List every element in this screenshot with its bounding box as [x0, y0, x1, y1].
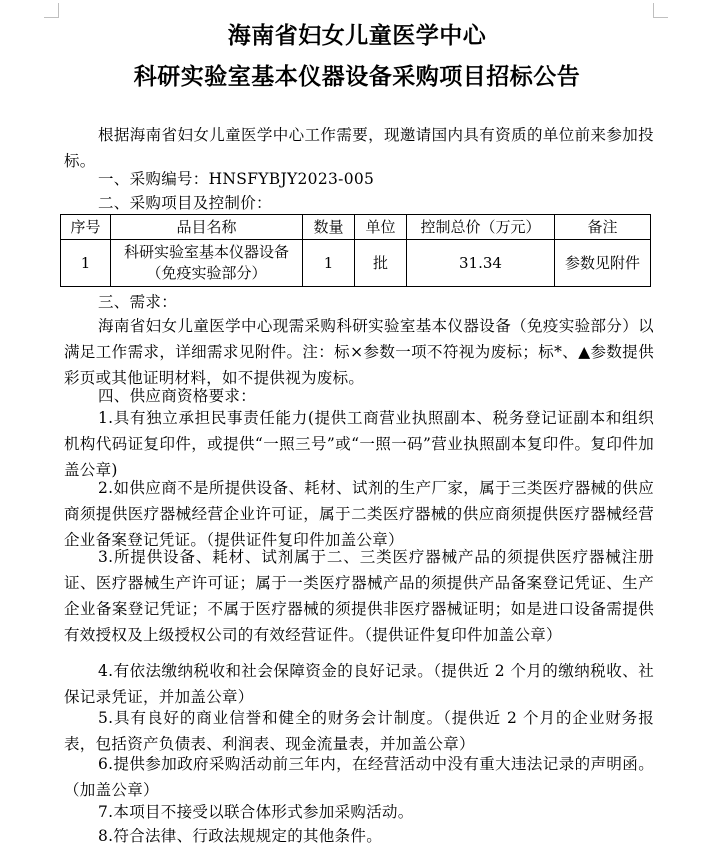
requirement-3: 3.所提供设备、耗材、试剂属于二、三类医疗器械产品的须提供医疗器械注册证、医疗器械生产许可证；属于一类医疗器械产品的须提供产品备案登记凭证、生产企业备案登记凭证；不属于医疗器械的须提供非医疗器械证明；如是进口设备需提供有效授权及上级授权公司的有效经营证件。（提供证件复印件加盖公章）: [64, 548, 654, 644]
table-header-cell: 序号: [61, 215, 111, 240]
requirement-6: 6.提供参加政府采购活动前三年内，在经营活动中没有重大违法记录的声明函。（加盖公章）: [64, 755, 654, 799]
table-cell: 参数见附件: [555, 240, 651, 287]
section-1-procurement-number: 一、采购编号：HNSFYBJY2023-005: [98, 170, 375, 188]
table-cell: 31.34: [407, 240, 555, 287]
requirement-4: 4.有依法缴纳税收和社会保障资金的良好记录。（提供近 2 个月的缴纳税收、社保记录凭证，并加盖公章）: [64, 662, 654, 706]
table-row: [61, 240, 651, 287]
table-cell: 1: [61, 240, 111, 287]
page-crop-mark-right: [653, 3, 668, 18]
section-3-heading: 三、需求：: [98, 293, 178, 311]
procurement-table: [60, 214, 651, 287]
section-3-body: 海南省妇女儿童医学中心现需采购科研实验室基本仪器设备（免疫实验部分）以满足工作需求，详细需求见附件。注：标×参数一项不符视为废标；标*、▲参数提供彩页或其他证明材料，如不提供视为废标。: [64, 317, 654, 387]
requirement-8: 8.符合法律、行政法规规定的其他条件。: [98, 827, 382, 845]
table-header-row: [61, 215, 651, 240]
table-header-cell: 品目名称: [111, 215, 303, 240]
table-header-cell: 数量: [303, 215, 355, 240]
requirement-5: 5.具有良好的商业信誉和健全的财务会计制度。（提供近 2 个月的企业财务报表，包括资产负债表、利润表、现金流量表，并加盖公章）: [64, 709, 654, 753]
table-cell: 科研实验室基本仪器设备（免疫实验部分）: [111, 240, 303, 287]
table-cell: 1: [303, 240, 355, 287]
document-title-line2: 科研实验室基本仪器设备采购项目招标公告: [133, 63, 581, 90]
requirement-2: 2.如供应商不是所提供设备、耗材、试剂的生产厂家，属于三类医疗器械的供应商须提供医疗器械经营企业许可证，属于二类医疗器械的供应商须提供医疗器械经营企业备案登记凭证。（提供证件复印件加盖公章）: [64, 479, 654, 549]
requirement-1: 1.具有独立承担民事责任能力(提供工商营业执照副本、税务登记证副本和组织机构代码证复印件，或提供“一照三号”或“一照一码”营业执照副本复印件。复印件加盖公章): [64, 409, 654, 479]
intro-paragraph: 根据海南省妇女儿童医学中心工作需要，现邀请国内具有资质的单位前来参加投标。: [64, 126, 654, 170]
table-header-cell: 单位: [355, 215, 407, 240]
table-cell: 批: [355, 240, 407, 287]
document-title-line1: 海南省妇女儿童医学中心: [227, 22, 487, 49]
section-2-heading: 二、采购项目及控制价：: [98, 194, 272, 212]
table-header-cell: 控制总价（万元）: [407, 215, 555, 240]
section-4-heading: 四、供应商资格要求：: [98, 387, 257, 405]
page-crop-mark-left: [44, 3, 59, 18]
table-header-cell: 备注: [555, 215, 651, 240]
requirement-7: 7.本项目不接受以联合体形式参加采购活动。: [98, 803, 414, 821]
